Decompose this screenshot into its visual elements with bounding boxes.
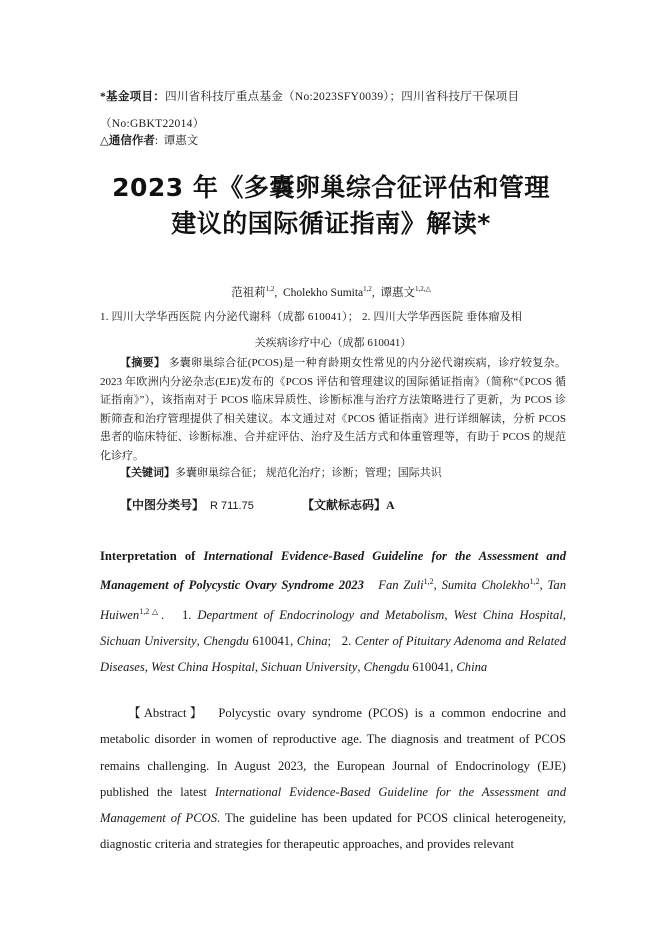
english-city2: Chengdu [363, 660, 410, 675]
english-univ2: Sichuan University [261, 660, 358, 675]
abstract-en-guideline: International Evidence-Based Guideline for the Assessment and Management of PCOS [100, 784, 566, 826]
english-hosp1: West China Hospital [453, 607, 563, 622]
funding-note [100, 84, 566, 138]
abstract-cn-text: 多囊卵巢综合征(PCOS)是一种育龄期女性常见的内分泌代谢疾病，诊疗较复杂。2023 年欧洲内分泌杂志(EJE)发布的《PCOS 评估和管理建议的国际循证指南》（简称“《PCOS 循证指南》”），该指南对于 PCOS 临床异质性、诊断标准与治疗方法策略进行了更新，为 PCOS 诊断筛查和治疗管理提供了相关建议。本文通过对《PCOS 循证指南》进行详细解读，分析 PCOS 患者的临床特征、诊断标准、合并症评估、治疗及生活方式和体重管理等，有助于 PCOS 的规范化诊疗。 [100, 357, 567, 462]
funding-text-1: 四川省科技厅重点基金（No:2023SFY0039）；四川省科技厅干保项目 [165, 91, 520, 103]
author-2: Cholekho Sumita [282, 287, 364, 299]
author-1: 范祖莉 [231, 287, 266, 299]
abstract-cn [100, 354, 566, 465]
english-aff1-num: 1. [181, 607, 192, 622]
affiliation-line-1: 1. 四川大学华西医院 内分泌代谢科（成都 610041）； 2. 四川大学华西医院 垂体瘤及相 [100, 311, 523, 323]
abstract-en-label: 【Abstract】 [128, 706, 206, 720]
author-3: 谭惠文 [380, 287, 416, 299]
english-author-1: Fan Zuli [378, 578, 424, 593]
author-1-sup: 1,2 [265, 285, 275, 293]
author-3-sup: 1,2,△ [415, 285, 431, 293]
english-zip2: 610041, [412, 660, 454, 675]
abstract-en-part1: Polycystic ovary syndrome (PCOS) is a common endocrine and metabolic disorder in women of reproductive age. The diagnosis and treatment of PCOS remains challenging. In August 2023, the European Journal of Endocrinology (EJE) published the latest [100, 706, 566, 799]
english-hosp2: West China Hospital [151, 660, 255, 675]
funding-label: *基金项目： [100, 91, 166, 103]
title-line-2: 建议的国际循证指南》解读* [171, 209, 491, 238]
english-univ1: Sichuan University [100, 633, 197, 648]
english-title-block: Interpretation of International Evidence-Based Guideline for the Assessment and Management of Polycystic Ovary Syndrome 2023 Fan Zuli$^{1,2}$, Sumita Cholekho$^{1,2}$, Tan Huiwen$^{1,2\triangle}$. 1. Department of Endocrinology and Metabolism, West China Hospital, Sichuan University, Chengdu 610041, China; 2. Center of Pituitary Adenoma and Related Diseases, West China Hospital, Sichuan University, Chengdu 610041, China [100, 549, 567, 675]
english-aff2-num: 2. [341, 633, 352, 648]
classification-number [120, 496, 254, 513]
corresponding-label: △通信作者 [100, 135, 155, 147]
english-interp: Interpretation of [100, 549, 196, 563]
keywords-label: 【关键词】 [120, 467, 175, 479]
paper-title [60, 170, 602, 242]
document-code-label: 【文献标志码】 [302, 498, 387, 512]
english-author-2-sup: 1,2 [529, 577, 540, 587]
english-author-1-sup: 1,2 [423, 577, 434, 587]
title-line-1: 2023 年《多囊卵巢综合征评估和管理 [112, 173, 550, 202]
keywords-text: 多囊卵巢综合征； 规范化治疗；诊断；管理；国际共识 [175, 467, 442, 479]
english-guideline-title: International Evidence-Based Guideline for the Assessment and Management of Polycystic Ovary Syndrome 2023 [100, 549, 567, 593]
corresponding-author-note: △通信作者: 谭惠文 [100, 135, 199, 147]
english-aff1: Department of Endocrinology and Metabolism [197, 607, 445, 622]
english-author-2: Sumita Cholekho [441, 578, 530, 593]
document-code [302, 496, 395, 513]
english-country1: China [296, 633, 328, 648]
author-list-cn: 范祖莉$^{1,2}$, Cholekho Sumita$^{1,2}$, 谭惠文$^{1,2,\triangle}$ [231, 285, 431, 299]
classification-label: 【中图分类号】 [120, 498, 205, 512]
funding-text-2: （No:GBKT22014） [100, 118, 205, 130]
affiliation-line-2: 关疾病诊疗中心（成都 610041） [254, 337, 412, 349]
corresponding-name: 谭惠文 [163, 135, 199, 147]
abstract-cn-label: 【摘要】 [120, 357, 166, 369]
english-author-3-sup: 1,2△ [139, 606, 161, 616]
abstract-en [100, 700, 566, 858]
english-country2: China [456, 660, 488, 675]
abstract-en-part2: . The guideline has been updated for PCOS clinical heterogeneity, diagnostic criteria and strategies for therapeutic approaches, and provides relevant [100, 811, 566, 852]
english-aff2: Center of Pituitary Adenoma and Related Diseases [100, 633, 566, 675]
english-author-3: Tan Huiwen [100, 578, 566, 622]
author-2-sup: 1,2 [363, 285, 372, 293]
classification-code: R 711.75 [210, 500, 254, 512]
document-code-value: A [386, 498, 395, 512]
keywords-cn [120, 464, 442, 480]
english-city1: Chengdu [203, 633, 249, 648]
english-zip1: 610041, [252, 633, 294, 648]
